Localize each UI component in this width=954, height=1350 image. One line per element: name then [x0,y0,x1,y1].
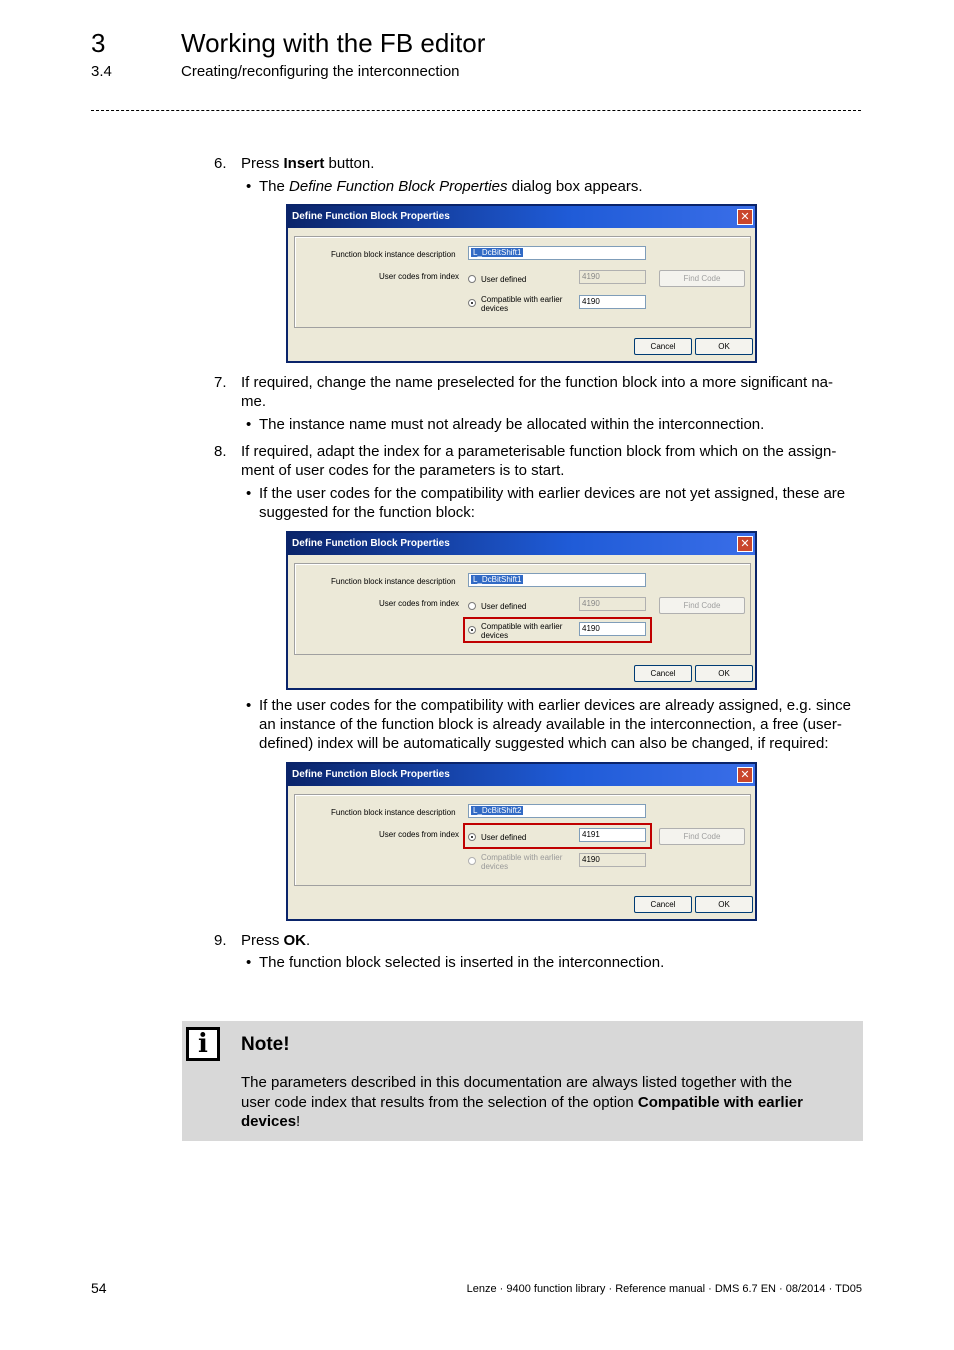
compatible-input: 4190 [579,853,646,867]
compatible-label: Compatible with earlier devices [481,622,563,640]
desc-label: Function block instance description [331,250,456,259]
page-number: 54 [91,1280,107,1296]
close-icon[interactable]: ✕ [737,536,753,552]
compatible-input[interactable]: 4190 [579,295,646,309]
chapter-title: Working with the FB editor [181,28,486,58]
cancel-button[interactable]: Cancel [634,665,692,682]
user-defined-input: 4190 [579,597,646,611]
user-defined-label: User defined [481,602,527,611]
user-defined-label: User defined [481,275,527,284]
step-7-number: 7. [214,374,227,391]
step-8-bullet2-line1: If the user codes for the compatibility with earlier devices are already assigned, e.g. since [259,697,851,714]
step-9-bullet: The function block selected is inserted in the interconnection. [259,954,665,971]
step-9-number: 9. [214,932,227,949]
highlight-box [463,617,652,643]
index-label: User codes from index [379,599,460,608]
close-icon[interactable]: ✕ [737,209,753,225]
desc-input[interactable]: L_DcBitShift1 [468,573,646,587]
footer-doc-info: Lenze · 9400 function library · Reference manual · DMS 6.7 EN · 08/2014 · TD05 [466,1283,862,1295]
highlight-box [463,823,652,849]
compatible-input[interactable]: 4190 [579,622,646,636]
step-8-bullet2-line3: defined) index will be automatically suggested which can also be changed, if required: [259,735,829,752]
close-icon[interactable]: ✕ [737,767,753,783]
compatible-label: Compatible with earlier devices [481,295,563,313]
compatible-radio[interactable] [468,857,476,865]
dialog-title: Define Function Block Properties [288,206,755,228]
step-8-line1: If required, adapt the index for a parameterisable function block from which on the assign- [241,443,837,460]
ok-button[interactable]: OK [695,338,753,355]
cancel-button[interactable]: Cancel [634,896,692,913]
step-9-text: Press OK. [241,932,311,949]
bullet-dot: • [246,178,252,195]
define-fb-dialog-3 [286,762,757,921]
ok-button[interactable]: OK [695,896,753,913]
step-6-text: Press Insert button. [241,155,375,172]
step-8-line2: ment of user codes for the parameters is to start. [241,462,565,479]
note-line1: The parameters described in this documentation are always listed together with the [241,1074,793,1091]
step-8-bullet1-line2: suggested for the function block: [259,504,475,521]
define-fb-dialog-2 [286,531,757,690]
find-code-button[interactable]: Find Code [659,597,745,614]
step-6-number: 6. [214,155,227,172]
desc-input[interactable]: L_DcBitShift1 [468,246,646,260]
user-defined-input[interactable]: 4191 [579,828,646,842]
dialog-title: Define Function Block Properties [288,533,755,555]
chapter-number: 3 [91,28,106,58]
note-line2: user code index that results from the selection of the option Compatible with earlier [241,1094,803,1111]
compatible-label: Compatible with earlier devices [481,853,563,871]
desc-input[interactable]: L_DcBitShift2 [468,804,646,818]
section-number: 3.4 [91,63,112,80]
bullet-dot: • [246,697,252,714]
step-7-bullet: The instance name must not already be allocated within the interconnection. [259,416,765,433]
index-label: User codes from index [379,272,460,281]
desc-label: Function block instance description [331,808,456,817]
define-fb-dialog-1 [286,204,757,363]
user-defined-radio[interactable] [468,602,476,610]
info-icon: i [186,1027,220,1061]
dialog-title: Define Function Block Properties [288,764,755,786]
ok-button[interactable]: OK [695,665,753,682]
find-code-button[interactable]: Find Code [659,828,745,845]
bullet-dot: • [246,485,252,502]
step-8-bullet2-line2: an instance of the function block is already available in the interconnection, a free (user- [259,716,842,733]
index-label: User codes from index [379,830,460,839]
note-title: Note! [241,1034,290,1055]
bullet-dot: • [246,954,252,971]
step-7-line1: If required, change the name preselected for the function block into a more significant na- [241,374,834,391]
user-defined-input: 4190 [579,270,646,284]
compatible-radio[interactable] [468,299,476,307]
note-line3: devices! [241,1113,301,1130]
bullet-dot: • [246,416,252,433]
cancel-button[interactable]: Cancel [634,338,692,355]
step-8-number: 8. [214,443,227,460]
step-7-line2: me. [241,393,267,410]
find-code-button[interactable]: Find Code [659,270,745,287]
user-defined-radio[interactable] [468,275,476,283]
desc-label: Function block instance description [331,577,456,586]
section-title: Creating/reconfiguring the interconnection [181,63,460,80]
step-6-bullet: The Define Function Block Properties dialog box appears. [259,178,643,195]
user-defined-label: User defined [481,833,527,842]
header-divider [91,110,861,111]
step-8-bullet1-line1: If the user codes for the compatibility with earlier devices are not yet assigned, these are [259,485,846,502]
